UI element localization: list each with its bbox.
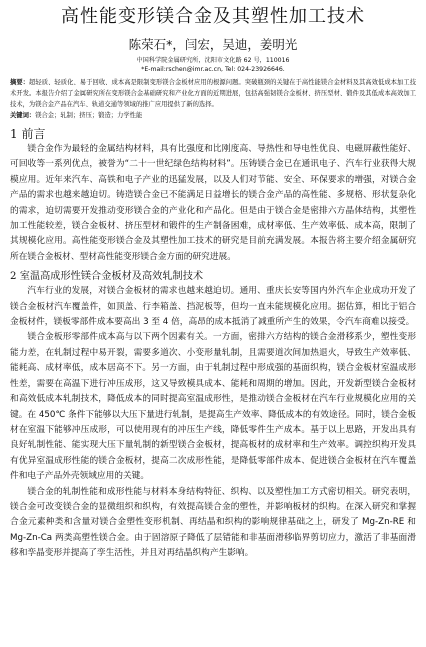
abstract-text: 超轻质、轻质化、易于回收、成本高是限制变形镁合金板材应用的根源问题。突破瓶颈的关键在于高性能镁合金材料及其高效低成本加工技术开发。本报告介绍了金属研究所在变形镁合金基础研究和产业化方面的近期进展，包括高强韧镁合金板材、挤压型材、锻件及其低成本高效加工技术，为镁合金产品在汽车、轨道交通等领域的推广应用提供了新的选择。 xyxy=(10,79,417,108)
keywords xyxy=(10,110,416,121)
paper-title: 高性能变形镁合金及其塑性加工技术 xyxy=(61,6,365,27)
abstract xyxy=(10,77,416,110)
keywords-text: 镁合金；轧制；挤压；锻造；力学性能 xyxy=(35,112,143,119)
paper-page xyxy=(0,6,426,647)
section-heading-intro: 1 前言 xyxy=(10,127,46,141)
author-list: 陈荣石*，闫宏，吴迪，姜明光 xyxy=(128,37,298,52)
contact-email: *E-mail:rschen@imr.ac.cn, Tel: 024-23926646. xyxy=(141,66,285,73)
body-paragraph: 镁合金的轧制性能和成形性能与材料本身结构特征、织构、以及塑性加工方式密切相关。研究表明，镁合金可改变镁合金的显微组织和织构，有效提高镁合金的塑性，并影响板材的织构。在深入研究和掌握合金元素种类和含量对镁合金塑性变形机制、再结晶和织构的影响规律基础之上，研发了 Mg-Zn-RE 和 Mg-Zn-Ca 两类高塑性镁合金。由于固溶原子降低了层错能和非基面滑移临界剪切应力，激活了非基面滑移和孪晶变形并提高了孪生活性，并且对再结晶织构产生影响。 xyxy=(10,486,416,559)
body-paragraph: 镁合金作为最轻的金属结构材料，具有比强度和比刚度高、导热性和导电性优良、电磁屏蔽性能好、可回收等一系列优点，被誉为“二十一世纪绿色结构材料”。压铸镁合金已在通讯电子、汽车行业获得大规模应用。近年来汽车、高铁和电子产业的迅猛发展，以及人们对节能、安全、环保要求的增强，对镁合金产品的需求也越来越迫切。铸造镁合金已不能满足日益增长的镁合金产品的高性能、多规格、形状复杂化的需求，迫切需要开发推动变形镁合金的产业化和产品化。但是由于镁合金是密排六方晶体结构，其塑性加工性能较差，镁合金板材、挤压型材和锻件的生产制备困难，成材率低、生产效率低、成本高，限制了其规模化应用。高性能变形镁合金及其塑性加工技术的研究是目前充满发展。本报告将主要介绍金属研究所在镁合金板材、型材高性能变形镁合金方面的研究进展。 xyxy=(10,144,416,262)
keywords-label: 关键词： xyxy=(10,112,36,119)
section-heading-sheet: 2 室温高成形性镁合金板材及高效轧制技术 xyxy=(10,271,204,283)
body-paragraph: 汽车行业的发展，对镁合金板材的需求也越来越迫切。通用、重庆长安等国内外汽车企业成功开发了镁合金板材汽车覆盖件，如顶盖、行李箱盖、挡泥板等，但均一直未能规模化应用。据估算，相比于铝合金板材件，镁板零部件成本要高出 3 至 4 倍，高昂的成本抵消了减重所产生的效果，令汽车商难以接受。 xyxy=(10,286,416,328)
affiliation: 中国科学院金属研究所，沈阳市文化路 62 号，110016 xyxy=(136,57,290,64)
abstract-label: 摘要： xyxy=(10,79,30,86)
body-paragraph: 镁合金板形零部件成本高与以下两个因素有关。一方面，密排六方结构的镁合金滑移系少，塑性变形能力差，在轧制过程中易开裂，需要多道次、小变形量轧制，且需要道次间加热退火，导致生产效率低、能耗高、成材率低，成本居高不下。另一方面，由于轧制过程中形成强的基面织构，镁合金板材室温成形性差，需要在高温下进行冲压成形，这又导致模具成本、能耗和周期的增加。因此，开发新型镁合金板材和高效低成本轧制技术，降低成本的同时提高室温成形性，是推动镁合金板材在汽车行业规模化应用的关键。在 450℃ 条件下能够以大压下量进行轧制，是提高生产效率、降低成本的有效途径。同时，镁合金板材在室温下能够冲压成形，可以使用现有的冲压生产线，降低零件生产成本。基于以上思路，开发出具有良好轧制性能、能实现大压下量轧制的新型镁合金板材，提高板材的成材率和生产效率。调控织构开发具有优异室温成形性能的镁合金板材，提高二次成形性能，是降低零部件成本、促进镁合金板材在汽车覆盖件和电子产品外壳领域应用的关键。 xyxy=(10,332,416,482)
